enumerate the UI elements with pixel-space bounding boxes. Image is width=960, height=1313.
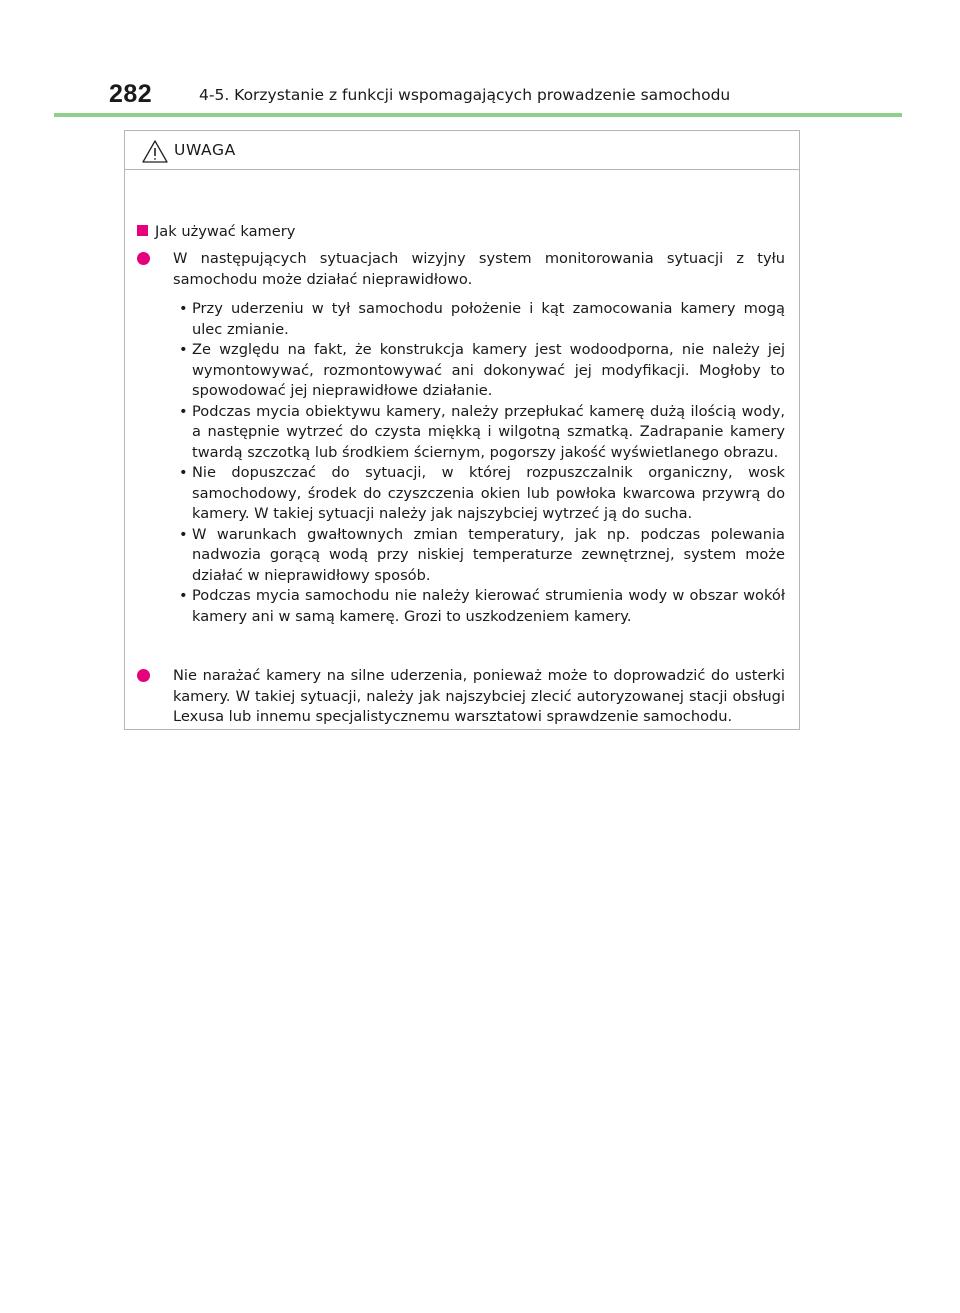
header-divider bbox=[54, 113, 902, 117]
square-bullet-icon bbox=[137, 225, 148, 236]
dot-bullet-icon: • bbox=[179, 464, 188, 481]
list-item-text: W następujących sytuacjach wizyjny system monitorowania sytuacji z tyłu samochodu może działać nieprawidłowo. bbox=[173, 250, 785, 288]
dot-bullet-icon: • bbox=[179, 341, 188, 358]
warning-header bbox=[125, 131, 799, 170]
sub-list-item bbox=[137, 586, 785, 627]
chapter-title: 4-5. Korzystanie z funkcji wspomagających prowadzenie samochodu bbox=[199, 86, 731, 104]
sub-list-item bbox=[137, 402, 785, 464]
page-number: 282 bbox=[109, 80, 153, 108]
sub-list-item bbox=[137, 525, 785, 587]
sub-list-item bbox=[137, 340, 785, 402]
sub-list-item-text: W warunkach gwałtownych zmian temperatury, jak np. podczas polewania nadwozia gorącą wodą przy niskiej temperaturze zewnętrznej, system może działać w nieprawidłowy sposób. bbox=[192, 525, 785, 584]
sub-list-item-text: Podczas mycia samochodu nie należy kierować strumienia wody w obszar wokół kamery ani w samą kamerę. Grozi to uszkodzeniem kamery. bbox=[192, 587, 785, 625]
sub-list-item bbox=[137, 299, 785, 340]
section-heading bbox=[137, 222, 295, 243]
warning-title: UWAGA bbox=[174, 141, 236, 159]
list-item bbox=[137, 666, 785, 728]
dot-bullet-icon: • bbox=[179, 402, 188, 420]
dot-bullet-icon: • bbox=[179, 587, 188, 604]
circle-bullet-icon bbox=[137, 252, 150, 265]
warning-box bbox=[124, 130, 800, 730]
list-item-text: Nie narażać kamery na silne uderzenia, ponieważ może to doprowadzić do usterki kamery. W takiej sytuacji, należy jak najszybciej zlecić autoryzowanej stacji obsługi Lexusa lub innemu specjalistycznemu warsztatowi sprawdzenie samochodu. bbox=[173, 667, 785, 725]
sub-list-item-text: Nie dopuszczać do sytuacji, w której rozpuszczalnik organiczny, wosk samochodowy, środek do czyszczenia okien lub powłoka kwarcowa przywrą do kamery. W takiej sytuacji należy jak najszybciej wytrzeć ją do sucha. bbox=[192, 464, 785, 522]
sub-list-item bbox=[137, 463, 785, 525]
dot-bullet-icon: • bbox=[179, 300, 188, 317]
dot-bullet-icon: • bbox=[179, 525, 188, 543]
sub-list-item-text: Ze względu na fakt, że konstrukcja kamery jest wodoodporna, nie należy jej wymontowywać, rozmontowywać ani dokonywać jej modyfikacji. Mogłoby to spowodować jej nieprawidłowe działanie. bbox=[192, 341, 785, 399]
warning-triangle-icon bbox=[141, 139, 169, 164]
sub-list-item-text: Przy uderzeniu w tył samochodu położenie i kąt zamocowania kamery mogą ulec zmianie. bbox=[192, 300, 785, 338]
sub-list-item-text: Podczas mycia obiektywu kamery, należy przepłukać kamerę dużą ilością wody, a następnie wytrzeć do czysta miękką i wilgotną szmatką. Zadrapanie kamery twardą szczotką lub środkiem ściernym, pogorszy jakość wyświetlanego obrazu. bbox=[192, 402, 785, 461]
section-heading-text: Jak używać kamery bbox=[155, 223, 296, 240]
list-item bbox=[137, 249, 785, 290]
circle-bullet-icon bbox=[137, 669, 150, 682]
sub-list bbox=[137, 299, 785, 627]
